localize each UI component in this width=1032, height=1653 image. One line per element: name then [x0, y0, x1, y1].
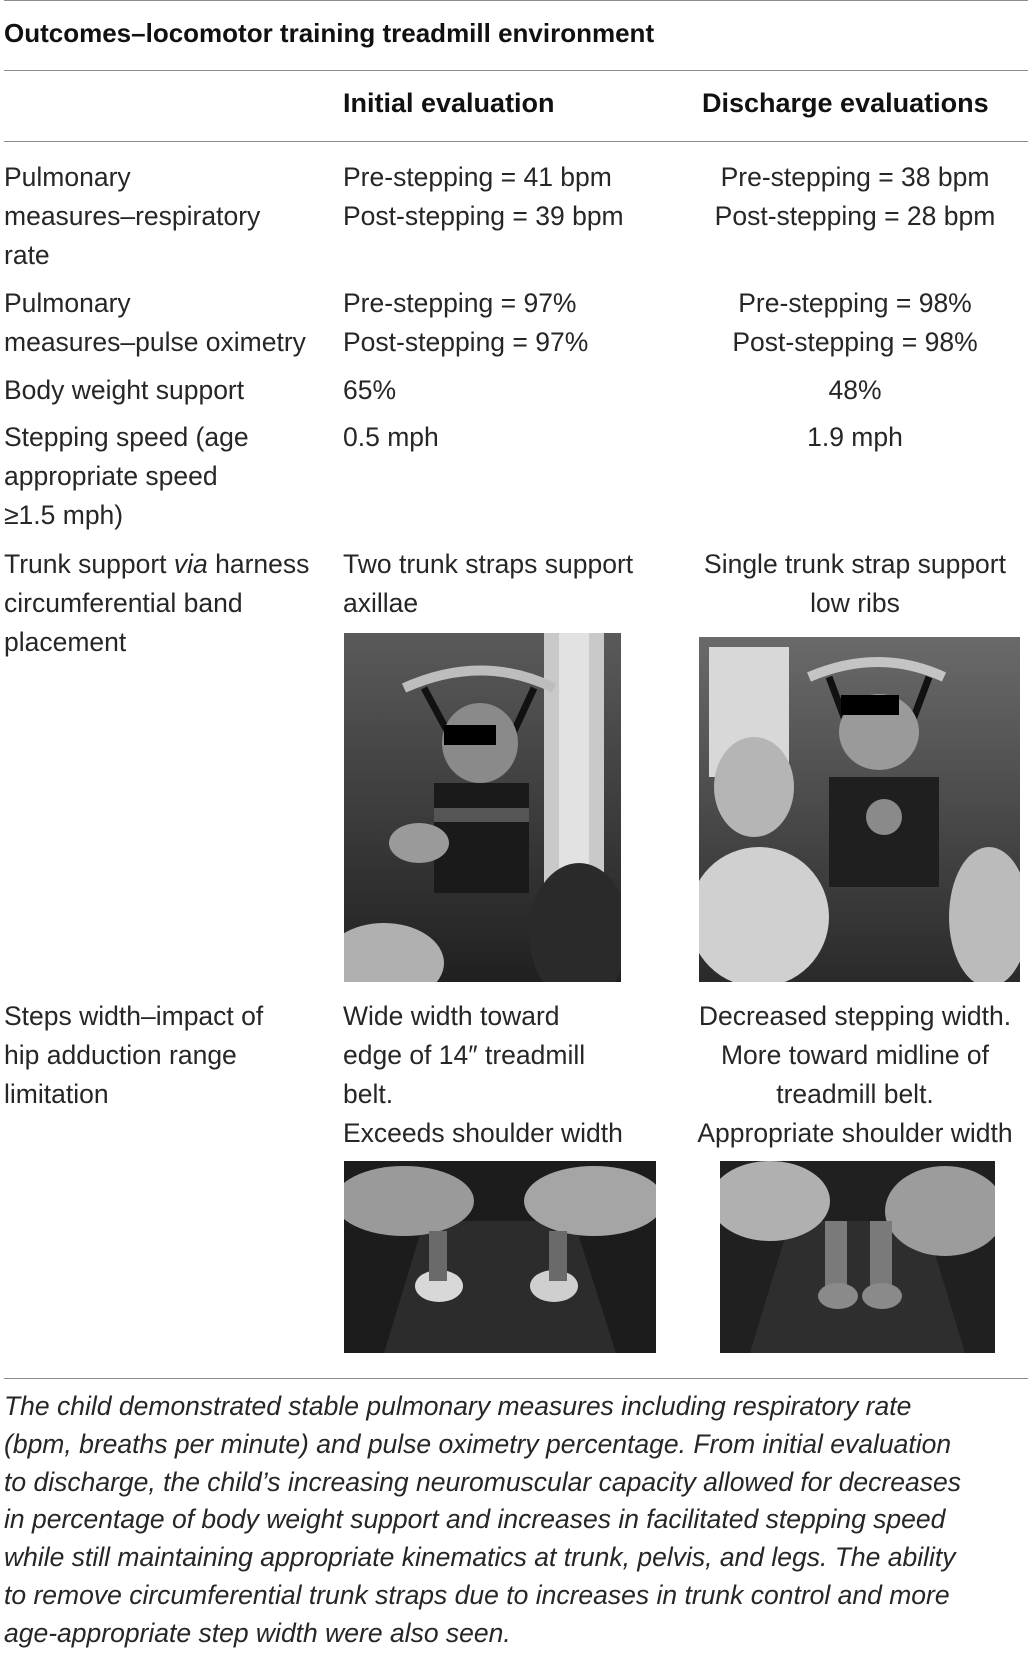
- table-bottom-rule: [4, 1378, 1028, 1379]
- harness-photo-initial-graphic: [344, 633, 621, 982]
- row-label-oximetry: Pulmonary measures–pulse oximetry: [4, 288, 306, 357]
- row-label-speed: Stepping speed (age appropriate speed ≥1.5 mph): [4, 422, 249, 530]
- initial-trunk: Two trunk straps support axillae: [343, 549, 634, 618]
- discharge-stepwidth: Decreased stepping width. More toward midline of treadmill belt. Appropriate shoulder width: [697, 1001, 1013, 1148]
- photo-discharge-harness: [699, 637, 1020, 982]
- row-label-stepwidth: Steps width–impact of hip adduction range limitation: [4, 1001, 264, 1109]
- caption-line: age-appropriate step width were also seen.: [4, 1617, 511, 1648]
- caption-line: in percentage of body weight support and increases in facilitated stepping speed: [4, 1504, 946, 1535]
- header-initial: Initial evaluation: [343, 88, 555, 118]
- photo-initial-stepwidth: [344, 1161, 656, 1353]
- caption-line: (bpm, breaths per minute) and pulse oximetry percentage. From initial evaluation: [4, 1428, 952, 1459]
- header-discharge: Discharge evaluations: [702, 88, 989, 118]
- photo-discharge-stepwidth: [720, 1161, 995, 1353]
- discharge-bws: 48%: [828, 375, 882, 405]
- photo-initial-harness: [344, 633, 621, 982]
- row-label-trunk: Trunk support via harness circumferential band placement: [4, 549, 310, 657]
- stepwidth-photo-discharge-graphic: [720, 1161, 995, 1353]
- header-rule: [4, 141, 1028, 142]
- row-label-respiratory: Pulmonary measures–respiratory rate: [4, 162, 261, 270]
- caption-line: while still maintaining appropriate kinematics at trunk, pelvis, and legs. The ability: [4, 1542, 956, 1573]
- caption-line: The child demonstrated stable pulmonary measures including respiratory rate: [4, 1391, 912, 1421]
- title-rule: [4, 70, 1028, 71]
- initial-bws: 65%: [343, 375, 397, 405]
- discharge-trunk: Single trunk strap support low ribs: [704, 549, 1006, 618]
- caption-line: to remove circumferential trunk straps due to increases in trunk control and more: [4, 1579, 950, 1610]
- stepwidth-photo-initial-graphic: [344, 1161, 656, 1353]
- initial-respiratory: Pre-stepping = 41 bpm Post-stepping = 39 bpm: [343, 162, 624, 231]
- initial-oximetry: Pre-stepping = 97% Post-stepping = 97%: [343, 288, 589, 357]
- table-caption: [4, 1388, 1028, 1653]
- caption-line: to discharge, the child’s increasing neuromuscular capacity allowed for decreases: [4, 1466, 961, 1497]
- discharge-respiratory: Pre-stepping = 38 bpm Post-stepping = 28 bpm: [714, 162, 996, 231]
- initial-speed: 0.5 mph: [343, 422, 439, 452]
- top-rule: [4, 0, 1028, 1]
- harness-photo-discharge-graphic: [699, 637, 1020, 982]
- discharge-oximetry: Pre-stepping = 98% Post-stepping = 98%: [732, 288, 978, 357]
- discharge-speed: 1.9 mph: [807, 422, 903, 452]
- initial-stepwidth: Wide width toward edge of 14″ treadmill belt. Exceeds shoulder width: [343, 1001, 623, 1148]
- table-title: Outcomes–locomotor training treadmill environment: [4, 18, 655, 48]
- row-label-bws: Body weight support: [4, 375, 245, 405]
